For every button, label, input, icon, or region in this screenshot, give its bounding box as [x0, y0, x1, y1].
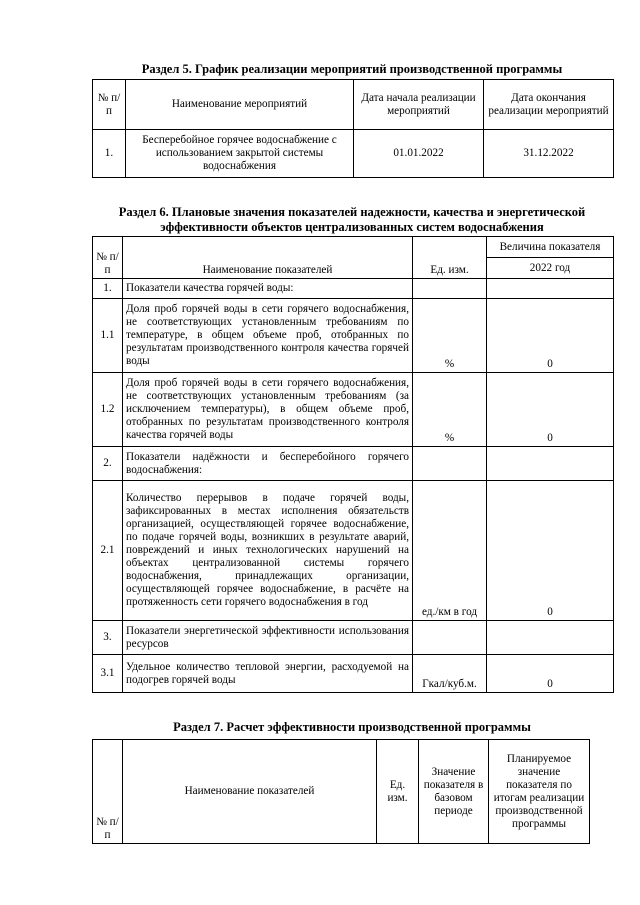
table-header-row [93, 740, 590, 844]
row-unit: % [413, 373, 487, 447]
table-row [93, 279, 614, 299]
section-6-title: Раздел 6. Плановые значения показателей надежности, качества и энергетической эффективности объектов централизованных систем водоснабжения [118, 205, 586, 234]
row-value: 0 [487, 299, 614, 373]
row-value: 0 [487, 481, 614, 621]
row-num: 1. [93, 130, 126, 178]
row-num: 3. [93, 621, 123, 655]
header-name: Наименование показателей [123, 237, 413, 279]
header-unit: Ед. изм. [377, 740, 419, 844]
row-num: 1. [93, 279, 123, 299]
row-num: 2. [93, 447, 123, 481]
row-num: 1.2 [93, 373, 123, 447]
header-num: № п/п [93, 740, 123, 844]
table-header-row [93, 237, 614, 258]
table-row [93, 621, 614, 655]
table-row [93, 299, 614, 373]
row-name: Количество перерывов в подаче горячей воды, зафиксированных в местах исполнения обязательств организацией, осуществляющей горячее водоснабжение, по подаче горячей воды, возникших в результате аварий, повреждений и иных технологических нарушений на объектах централизованной системы горячего водоснабжения, принадлежащих организации, осуществляющей горячее водоснабжение, в расчёте на протяженность сети горячего водоснабжения в год [123, 481, 413, 621]
row-value [487, 621, 614, 655]
row-name: Показатели качества горячей воды: [123, 279, 413, 299]
row-name: Показатели надёжности и бесперебойного горячего водоснабжения: [123, 447, 413, 481]
section-5-table [92, 79, 614, 178]
row-value: 0 [487, 373, 614, 447]
row-unit [413, 279, 487, 299]
row-num: 1.1 [93, 299, 123, 373]
row-value: 0 [487, 655, 614, 693]
header-base-value: Значение показателя в базовом периоде [419, 740, 489, 844]
header-name: Наименование мероприятий [126, 80, 354, 130]
row-unit: Гкал/куб.м. [413, 655, 487, 693]
row-num: 2.1 [93, 481, 123, 621]
header-year: 2022 год [487, 258, 614, 279]
header-num: № п/п [93, 237, 123, 279]
header-name: Наименование показателей [123, 740, 377, 844]
row-unit [413, 621, 487, 655]
section-5-title: Раздел 5. График реализации мероприятий производственной программы [141, 62, 563, 76]
row-name: Доля проб горячей воды в сети горячего водоснабжения, не соответствующих установленным требованиям по температуре, в общем объеме проб, отобранных по результатам производственного контроля качества горячей воды [123, 299, 413, 373]
row-start-date: 01.01.2022 [354, 130, 484, 178]
header-value-group: Величина показателя [487, 237, 614, 258]
row-unit [413, 447, 487, 481]
section-7-title: Раздел 7. Расчет эффективности производственной программы [173, 720, 531, 734]
row-value [487, 447, 614, 481]
row-name: Бесперебойное горячее водоснабжение с использованием закрытой системы водоснабжения [126, 130, 354, 178]
table-row [93, 130, 614, 178]
table-row [93, 447, 614, 481]
header-planned-value: Планируемое значение показателя по итогам реализации производственной программы [489, 740, 590, 844]
section-6-table [92, 236, 614, 693]
header-start-date: Дата начала реализации мероприятий [354, 80, 484, 130]
header-end-date: Дата окончания реализации мероприятий [484, 80, 614, 130]
row-name: Показатели энергетической эффективности использования ресурсов [123, 621, 413, 655]
header-num: № п/п [93, 80, 126, 130]
table-row [93, 373, 614, 447]
row-name: Доля проб горячей воды в сети горячего водоснабжения, не соответствующих установленным требованиям (за исключением температуры), в общем объеме проб, отобранных по результатам производственного контроля качества горячей воды [123, 373, 413, 447]
table-row [93, 655, 614, 693]
header-unit: Ед. изм. [413, 237, 487, 279]
table-row [93, 481, 614, 621]
row-value [487, 279, 614, 299]
section-7-table [92, 739, 590, 844]
table-header-row [93, 80, 614, 130]
row-unit: % [413, 299, 487, 373]
row-num: 3.1 [93, 655, 123, 693]
row-end-date: 31.12.2022 [484, 130, 614, 178]
row-unit: ед./км в год [413, 481, 487, 621]
row-name: Удельное количество тепловой энергии, расходуемой на подогрев горячей воды [123, 655, 413, 693]
